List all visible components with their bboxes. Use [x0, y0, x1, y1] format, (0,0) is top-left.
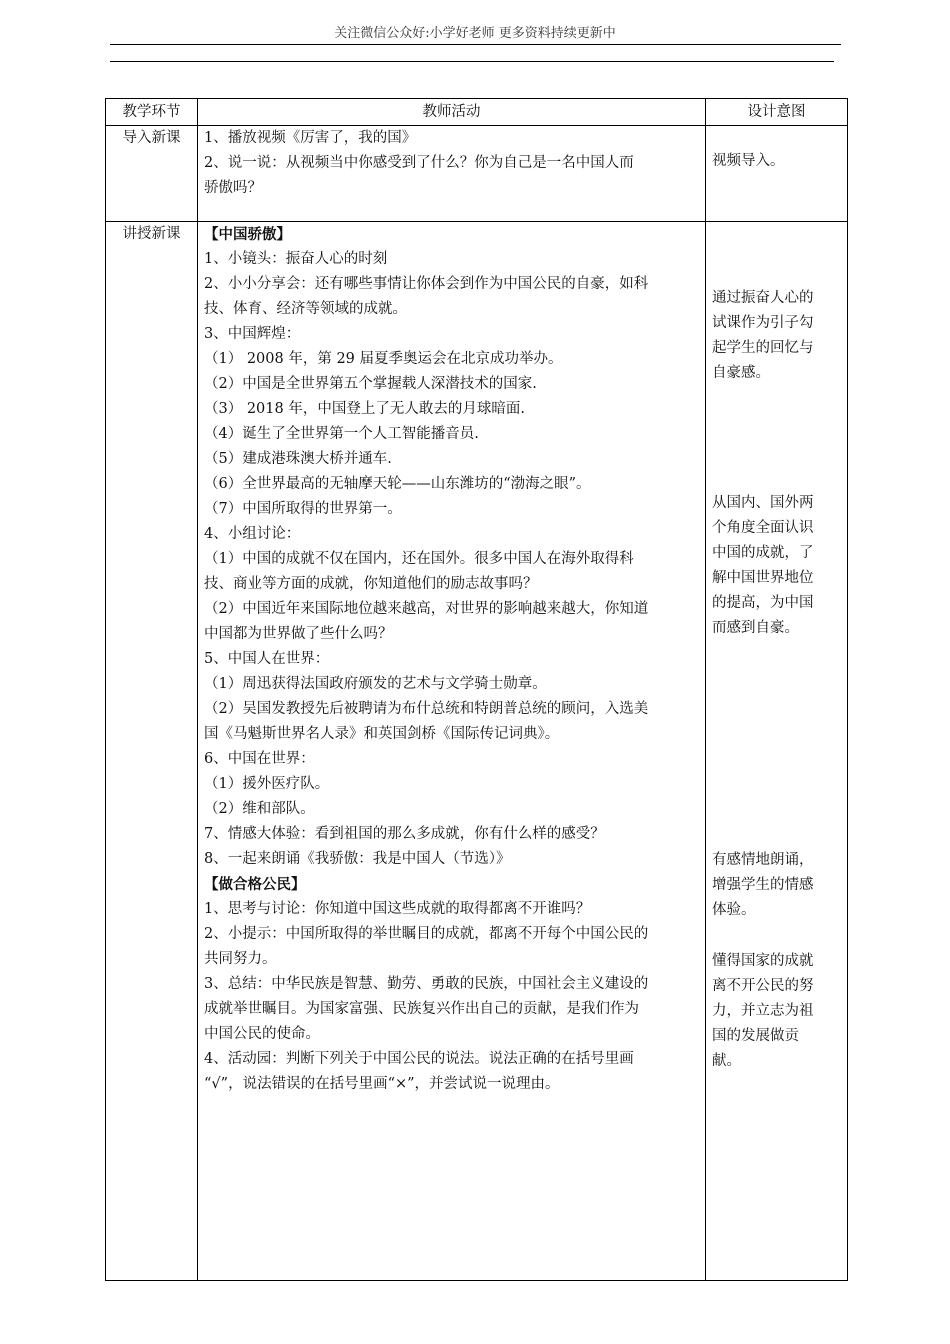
intent-line: 起学生的回忆与 [712, 340, 814, 356]
intent-block-b [712, 491, 841, 641]
activity-line: （2）维和部队。 [204, 801, 315, 817]
section-heading: 【做合格公民】 [204, 876, 306, 893]
activity-line: （3） 2018 年，中国登上了无人敢去的月球暗面. [204, 401, 525, 417]
activity-line: （4）诞生了全世界第一个人工智能播音员. [204, 426, 479, 442]
activity-line: （2）吴国发教授先后被聘请为布什总统和特朗普总统的顾问，入选美 [204, 701, 649, 717]
activity-line: 2、小提示：中国所取得的举世瞩目的成就，都离不开每个中国公民的 [204, 926, 649, 942]
activity-line: 6、中国在世界： [204, 751, 315, 767]
intent-line: 力，并立志为祖 [712, 1003, 814, 1019]
stage-cell-teach: 讲授新课 [106, 222, 198, 1281]
activity-line: 骄傲吗？ [204, 180, 262, 196]
intent-cell-intro: 视频导入。 [706, 126, 848, 222]
activity-line: 5、中国人在世界： [204, 651, 330, 667]
activity-line: （7）中国所取得的世界第一。 [204, 501, 402, 517]
intent-line: 解中国世界地位 [712, 570, 814, 586]
activity-line: 国《马魁斯世界名人录》和英国剑桥《国际传记词典》。 [204, 726, 560, 742]
intent-line: 有感情地朗诵， [712, 852, 814, 868]
activity-line: 1、播放视频《厉害了，我的国》 [204, 130, 417, 146]
column-header-activity: 教师活动 [198, 99, 706, 126]
intent-line: 的提高，为中国 [712, 595, 814, 611]
activity-line: 4、小组讨论： [204, 526, 301, 542]
activity-line: （1）周迅获得法国政府颁发的艺术与文学骑士勋章。 [204, 676, 547, 692]
intent-line: 从国内、国外两 [712, 495, 814, 511]
intent-block-d [712, 949, 841, 1074]
activity-line: 共同努力。 [204, 951, 277, 967]
activity-line: 3、中国辉煌： [204, 326, 301, 342]
activity-line: 中国都为世界做了些什么吗？ [204, 626, 393, 642]
activity-line: 中国公民的使命。 [204, 1026, 320, 1042]
activity-line: 1、思考与讨论：你知道中国这些成就的取得都离不开谁吗？ [204, 901, 591, 917]
activity-cell-teach [198, 222, 706, 1281]
activity-line: 成就举世瞩目。为国家富强、民族复兴作出自己的贡献，是我们作为 [204, 1001, 639, 1017]
intent-line: 个角度全面认识 [712, 520, 814, 536]
header-rule-bottom [110, 61, 834, 62]
column-header-intent: 设计意图 [706, 99, 848, 126]
activity-line: 7、情感大体验：看到祖国的那么多成就，你有什么样的感受？ [204, 826, 605, 842]
table-header-row [106, 99, 848, 126]
activity-line: （1）中国的成就不仅在国内，还在国外。很多中国人在海外取得科 [204, 551, 634, 567]
intent-line: 体验。 [712, 902, 756, 918]
activity-line: 2、说一说：从视频当中你感受到了什么？你为自己是一名中国人而 [204, 155, 634, 171]
activity-line: 2、小小分享会：还有哪些事情让你体会到作为中国公民的自豪，如科 [204, 276, 649, 292]
column-header-stage: 教学环节 [106, 99, 198, 126]
intent-line: 献。 [712, 1053, 741, 1069]
activity-line: “√”，说法错误的在括号里画“×”，并尝试说一说理由。 [204, 1076, 560, 1092]
intent-line: 通过振奋人心的 [712, 290, 814, 306]
activity-line: 技、体育、经济等领域的成就。 [204, 301, 407, 317]
intent-line: 中国的成就，了 [712, 545, 814, 561]
stage-cell-intro: 导入新课 [106, 126, 198, 222]
intent-line: 国的发展做贡 [712, 1028, 799, 1044]
intent-line: 懂得国家的成就 [712, 953, 814, 969]
lesson-plan-table [105, 98, 848, 1281]
intent-line: 试课作为引子勾 [712, 315, 814, 331]
activity-line: 4、活动园：判断下列关于中国公民的说法。说法正确的在括号里画 [204, 1051, 634, 1067]
activity-line: 1、小镜头：振奋人心的时刻 [204, 251, 388, 267]
intent-line: 离不开公民的努 [712, 978, 814, 994]
activity-line: （1）援外医疗队。 [204, 776, 330, 792]
activity-line: （5）建成港珠澳大桥并通车. [204, 451, 392, 467]
activity-line: （2）中国近年来国际地位越来越高，对世界的影响越来越大，你知道 [204, 601, 649, 617]
intent-block-c [712, 848, 841, 923]
activity-line: （1） 2008 年，第 29 届夏季奥运会在北京成功举办。 [204, 351, 563, 367]
intent-line: 而感到自豪。 [712, 620, 799, 636]
intent-line: 增强学生的情感 [712, 877, 814, 893]
intent-block-a [712, 286, 841, 386]
activity-line: （2）中国是全世界第五个掌握载人深潜技术的国家. [204, 376, 537, 392]
intent-cell-teach [706, 222, 848, 1281]
activity-line: 技、商业等方面的成就，你知道他们的励志故事吗？ [204, 576, 538, 592]
page-header-text: 关注微信公众好:小学好老师 更多资料持续更新中 [334, 26, 616, 41]
header-rule-top [110, 44, 841, 45]
activity-cell-intro [198, 126, 706, 222]
activity-line: 3、总结：中华民族是智慧、勤劳、勇敢的民族，中国社会主义建设的 [204, 976, 649, 992]
section-heading: 【中国骄傲】 [204, 226, 291, 243]
table-row-intro [106, 126, 848, 222]
intent-line: 自豪感。 [712, 365, 770, 381]
activity-line: （6）全世界最高的无轴摩天轮——山东潍坊的“渤海之眼”。 [204, 476, 591, 492]
table-row-teach [106, 222, 848, 1281]
activity-line: 8、一起来朗诵《我骄傲：我是中国人（节选）》 [204, 851, 511, 867]
